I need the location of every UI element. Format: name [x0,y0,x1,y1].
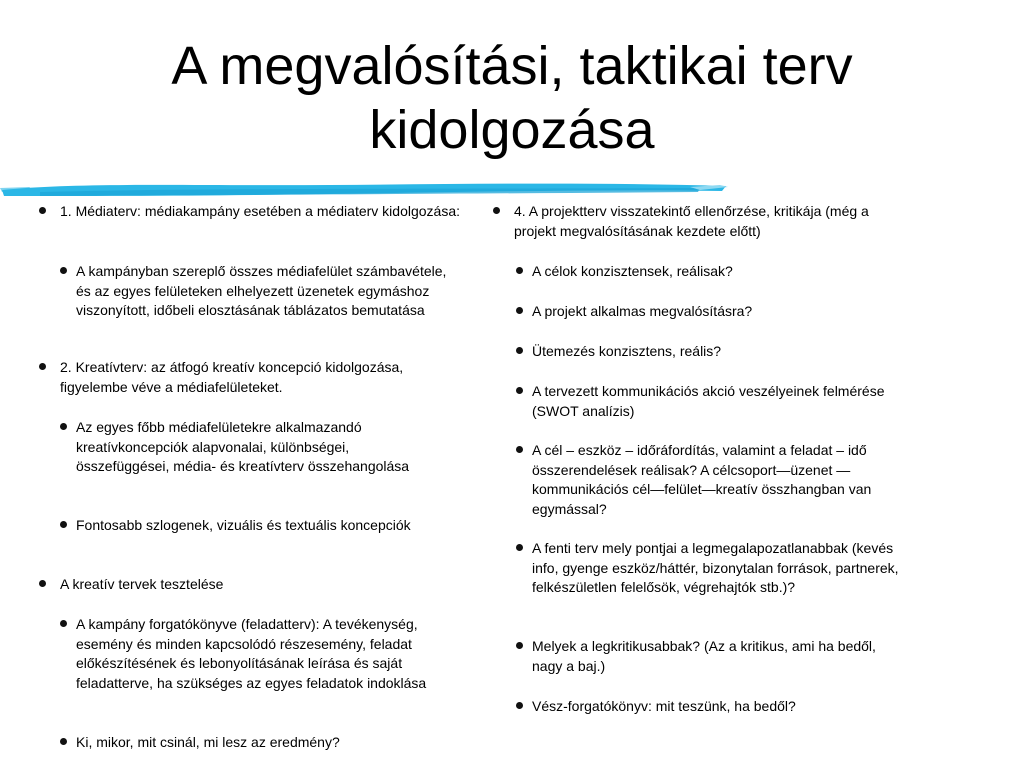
bullet-item-projektterv [514,202,894,241]
bullet-text: Vész-forgatókönyv: mit teszünk, ha bedől? [532,698,796,714]
bullet-icon [516,347,523,354]
sub-bullet-vesz-forgatokonyv [532,697,912,717]
slide-title-line-2: kidolgozása [369,100,655,160]
bullet-icon [516,307,523,314]
bullet-icon [39,207,46,214]
sub-bullet-kritikus [532,637,892,676]
sub-bullet-veszelyek [532,382,892,421]
bullet-item-teszteles [60,575,470,595]
slide-title-line-1: A megvalósítási, taktikai terv [171,36,853,96]
bullet-text: Fontosabb szlogenek, vizuális és textuális koncepciók [76,517,411,533]
sub-bullet-mediafelulet [76,262,456,321]
bullet-icon [516,702,523,709]
bullet-icon [493,207,500,214]
bullet-icon [516,446,523,453]
bullet-text: 2. Kreatívterv: az átfogó kreatív koncepció kidolgozása, figyelembe véve a médiafelületeket. [60,359,404,395]
bullet-icon [60,521,67,528]
bullet-text: A tervezett kommunikációs akció veszélyeinek felmérése (SWOT analízis) [532,383,885,419]
bullet-icon [516,387,523,394]
bullet-text: Ki, mikor, mit csinál, mi lesz az eredmény? [76,734,340,750]
sub-bullet-kreativkoncepciok [76,418,426,477]
bullet-icon [60,738,67,745]
bullet-item-mediaterv [60,202,470,222]
brush-stroke-underline [0,176,730,204]
bullet-icon [60,620,67,627]
bullet-text: A kampány forgatókönyve (feladatterv): A tevékenység, esemény és minden kapcsolódó részesemény, feladat előkészítésének és lebonyolításának leírása és saját feladatterve, ha szükséges az egyes feladatok indoklása [76,616,427,691]
bullet-icon [60,267,67,274]
bullet-text: A fenti terv mely pontjai a legmegalapozatlanabbak (kevés info, gyenge eszköz/háttér, bizonytalan források, partnerek, felkészületlen felelősök, végrehajtók stb.)? [532,540,899,595]
sub-bullet-szlogenek [76,516,426,536]
bullet-icon [39,363,46,370]
bullet-text: A kampányban szereplő összes médiafelület számbavétele, és az egyes felületeken elhelyezett üzenetek egymáshoz viszonyított, időbeli elosztásának táblázatos bemutatása [76,263,447,318]
sub-bullet-utemezes [532,342,912,362]
bullet-text: A kreatív tervek tesztelése [60,576,224,592]
bullet-text: A cél – eszköz – időráfordítás, valamint a feladat – idő összerendelések reálisak? A célcsoport—üzenet —kommunikációs cél—felület—kreatív összhangban van egymással? [532,442,872,517]
bullet-icon [60,423,67,430]
bullet-text: A célok konzisztensek, reálisak? [532,263,733,279]
bullet-text: Melyek a legkritikusabbak? (Az a kritikus, ami ha bedől, nagy a baj.) [532,638,876,674]
sub-bullet-projekt-alkalmas [532,302,912,322]
sub-bullet-celok [532,262,912,282]
sub-bullet-cel-eszkoz [532,441,910,519]
bullet-text: A projekt alkalmas megvalósításra? [532,303,753,319]
slide-title [0,34,1024,162]
sub-bullet-ki-mikor [76,733,456,753]
sub-bullet-forgatokonyv [76,615,432,693]
sub-bullet-megalapozatlan [532,539,902,598]
bullet-item-kreativterv [60,358,470,397]
bullet-icon [516,267,523,274]
bullet-text: Az egyes főbb médiafelületekre alkalmazandó kreatívkoncepciók alapvonalai, különbségei, összefüggései, média- és kreatívterv összehangolása [76,419,410,474]
bullet-icon [516,642,523,649]
bullet-icon [516,544,523,551]
bullet-text: 4. A projektterv visszatekintő ellenőrzése, kritikája (még a projekt megvalósításának kezdete előtt) [514,203,869,239]
bullet-text: Ütemezés konzisztens, reális? [532,343,722,359]
bullet-text: 1. Médiaterv: médiakampány esetében a médiaterv kidolgozása: [60,203,460,219]
bullet-icon [39,580,46,587]
